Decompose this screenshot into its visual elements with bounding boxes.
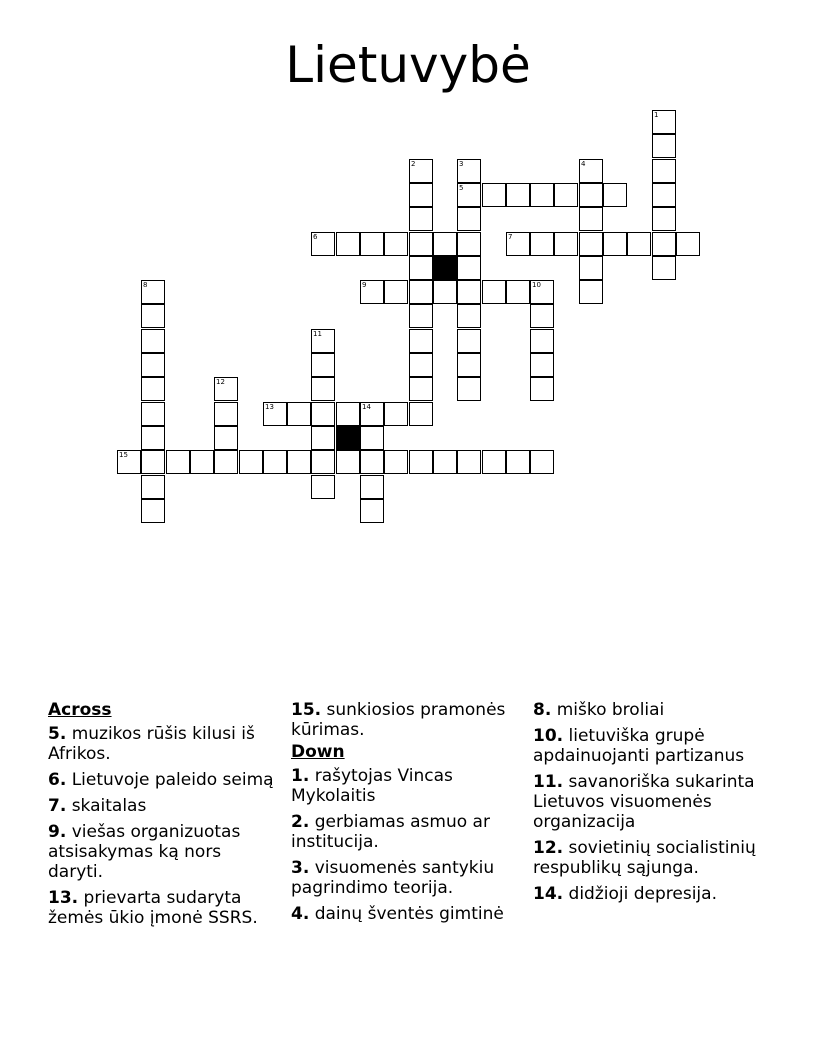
clue-text: didžioji depresija.: [563, 884, 717, 904]
clue-item: [291, 766, 523, 806]
grid-cell[interactable]: [433, 450, 457, 474]
grid-cell[interactable]: [360, 475, 384, 499]
clue-number: 6: [313, 233, 318, 241]
grid-cell[interactable]: [457, 232, 481, 256]
clue-item: [291, 812, 523, 852]
clue-number: 13: [265, 403, 274, 411]
clue-item: [48, 770, 280, 790]
clue-item: [48, 822, 280, 882]
grid-cell[interactable]: [409, 183, 433, 207]
clue-number: 15: [119, 451, 128, 459]
grid-cell[interactable]: [336, 402, 360, 426]
clue-text: sunkiosios pramonės kūrimas.: [291, 700, 506, 740]
clue-number: 9: [362, 281, 367, 289]
clue-text: dainų šventės gimtinė: [309, 904, 504, 924]
grid-cell[interactable]: [457, 207, 481, 231]
grid-cell[interactable]: [579, 232, 603, 256]
clue-item: [48, 724, 280, 764]
clue-column-3: [533, 700, 765, 910]
grid-cell[interactable]: [409, 450, 433, 474]
clue-number-label: 2.: [291, 812, 310, 832]
clue-number: 8: [143, 281, 148, 289]
grid-cell[interactable]: [530, 329, 554, 353]
clue-item: [291, 904, 523, 924]
grid-cell[interactable]: [287, 450, 311, 474]
grid-cell[interactable]: [482, 450, 506, 474]
clue-item: [533, 726, 765, 766]
grid-cell[interactable]: [409, 304, 433, 328]
grid-cell[interactable]: [409, 256, 433, 280]
grid-cell[interactable]: [433, 280, 457, 304]
clue-number-label: 15.: [291, 700, 322, 720]
grid-cell[interactable]: [530, 304, 554, 328]
clue-text: lietuviška grupė apdainuojanti partizanus: [533, 726, 745, 766]
clue-column-1: [48, 700, 280, 934]
clue-item: [48, 796, 280, 816]
grid-cell[interactable]: [603, 183, 627, 207]
clue-number-label: 9.: [48, 822, 67, 842]
puzzle-title: Lietuvybė: [285, 36, 531, 94]
grid-cell[interactable]: [530, 280, 554, 304]
grid-cell[interactable]: [554, 232, 578, 256]
clue-item: [533, 772, 765, 832]
grid-cell[interactable]: [360, 499, 384, 523]
clue-text: rašytojas Vincas Mykolaitis: [291, 766, 453, 806]
clue-column-2: [291, 700, 523, 930]
grid-cell[interactable]: [141, 280, 165, 304]
grid-cell[interactable]: [530, 377, 554, 401]
grid-cell[interactable]: [457, 377, 481, 401]
grid-cell[interactable]: [506, 280, 530, 304]
grid-cell[interactable]: [141, 402, 165, 426]
grid-cell[interactable]: [482, 183, 506, 207]
grid-cell[interactable]: [263, 402, 287, 426]
clue-number: 5: [459, 184, 464, 192]
black-cell: [433, 256, 457, 280]
clue-text: viešas organizuotas atsisakymas ką nors daryti.: [48, 822, 241, 882]
grid-cell[interactable]: [360, 402, 384, 426]
grid-cell[interactable]: [214, 426, 238, 450]
grid-cell[interactable]: [311, 450, 335, 474]
grid-cell[interactable]: [409, 207, 433, 231]
grid-cell[interactable]: [652, 110, 676, 134]
grid-cell[interactable]: [409, 377, 433, 401]
grid-cell[interactable]: [311, 475, 335, 499]
across-heading: Across: [48, 700, 112, 720]
grid-cell[interactable]: [141, 426, 165, 450]
grid-cell[interactable]: [384, 232, 408, 256]
clue-number-label: 8.: [533, 700, 552, 720]
grid-cell[interactable]: [506, 450, 530, 474]
clue-number: 2: [411, 160, 416, 168]
clue-number-label: 12.: [533, 838, 564, 858]
clue-number-label: 4.: [291, 904, 310, 924]
clue-number: 12: [216, 378, 225, 386]
grid-cell[interactable]: [409, 232, 433, 256]
grid-cell[interactable]: [409, 159, 433, 183]
grid-cell[interactable]: [457, 256, 481, 280]
grid-cell[interactable]: [579, 159, 603, 183]
grid-cell[interactable]: [603, 232, 627, 256]
grid-cell[interactable]: [190, 450, 214, 474]
clue-number: 1: [654, 111, 659, 119]
clue-text: gerbiamas asmuo ar institucija.: [291, 812, 490, 852]
clue-item: [291, 700, 523, 740]
grid-cell[interactable]: [457, 280, 481, 304]
clue-number-label: 5.: [48, 724, 67, 744]
grid-cell[interactable]: [652, 134, 676, 158]
grid-cell[interactable]: [141, 475, 165, 499]
grid-cell[interactable]: [457, 450, 481, 474]
grid-cell[interactable]: [457, 159, 481, 183]
grid-cell[interactable]: [627, 232, 651, 256]
black-cell: [336, 426, 360, 450]
clue-item: [48, 888, 280, 928]
clue-text: muzikos rūšis kilusi iš Afrikos.: [48, 724, 255, 764]
grid-cell[interactable]: [360, 232, 384, 256]
grid-cell[interactable]: [360, 426, 384, 450]
grid-cell[interactable]: [311, 402, 335, 426]
clue-number-label: 11.: [533, 772, 564, 792]
grid-cell[interactable]: [579, 280, 603, 304]
clue-number-label: 1.: [291, 766, 310, 786]
clue-number-label: 6.: [48, 770, 67, 790]
grid-cell[interactable]: [579, 183, 603, 207]
grid-cell[interactable]: [530, 353, 554, 377]
clue-number-label: 7.: [48, 796, 67, 816]
grid-cell[interactable]: [554, 183, 578, 207]
grid-cell[interactable]: [409, 329, 433, 353]
clue-item: [533, 700, 765, 720]
grid-cell[interactable]: [117, 450, 141, 474]
clue-text: savanoriška sukarinta Lietuvos visuomenės organizacija: [533, 772, 755, 832]
grid-cell[interactable]: [141, 450, 165, 474]
grid-cell[interactable]: [141, 353, 165, 377]
clue-number: 3: [459, 160, 464, 168]
grid-cell[interactable]: [409, 280, 433, 304]
clue-item: [533, 884, 765, 904]
grid-cell[interactable]: [141, 329, 165, 353]
grid-cell[interactable]: [506, 232, 530, 256]
grid-cell[interactable]: [141, 377, 165, 401]
grid-cell[interactable]: [141, 499, 165, 523]
clue-number: 14: [362, 403, 371, 411]
grid-cell[interactable]: [530, 450, 554, 474]
grid-cell[interactable]: [311, 377, 335, 401]
grid-cell[interactable]: [457, 183, 481, 207]
clue-text: Lietuvoje paleido seimą: [66, 770, 274, 790]
down-heading: Down: [291, 742, 345, 762]
clue-item: [291, 858, 523, 898]
clue-text: visuomenės santykiu pagrindimo teorija.: [291, 858, 495, 898]
grid-cell[interactable]: [311, 232, 335, 256]
clue-text: miško broliai: [551, 700, 665, 720]
grid-cell[interactable]: [409, 402, 433, 426]
clue-number-label: 14.: [533, 884, 564, 904]
grid-cell[interactable]: [214, 450, 238, 474]
grid-cell[interactable]: [530, 232, 554, 256]
grid-cell[interactable]: [652, 232, 676, 256]
grid-cell[interactable]: [214, 377, 238, 401]
clue-number: 4: [581, 160, 586, 168]
grid-cell[interactable]: [676, 232, 700, 256]
grid-cell[interactable]: [384, 450, 408, 474]
grid-cell[interactable]: [336, 232, 360, 256]
grid-cell[interactable]: [433, 232, 457, 256]
grid-cell[interactable]: [263, 450, 287, 474]
grid-cell[interactable]: [384, 402, 408, 426]
grid-cell[interactable]: [530, 183, 554, 207]
clue-item: [533, 838, 765, 878]
grid-cell[interactable]: [652, 183, 676, 207]
grid-cell[interactable]: [652, 256, 676, 280]
grid-cell[interactable]: [409, 353, 433, 377]
clue-text: skaitalas: [66, 796, 147, 816]
grid-cell[interactable]: [311, 329, 335, 353]
clue-text: prievarta sudaryta žemės ūkio įmonė SSRS.: [48, 888, 258, 928]
clue-text: sovietinių socialistinių respublikų sąjunga.: [533, 838, 756, 878]
grid-cell[interactable]: [287, 402, 311, 426]
grid-cell[interactable]: [311, 353, 335, 377]
grid-cell[interactable]: [360, 450, 384, 474]
grid-cell[interactable]: [311, 426, 335, 450]
grid-cell[interactable]: [506, 183, 530, 207]
clue-number: 10: [532, 281, 541, 289]
clue-number-label: 3.: [291, 858, 310, 878]
grid-cell[interactable]: [214, 402, 238, 426]
grid-cell[interactable]: [457, 353, 481, 377]
grid-cell[interactable]: [457, 304, 481, 328]
grid-cell[interactable]: [579, 256, 603, 280]
grid-cell[interactable]: [579, 207, 603, 231]
grid-cell[interactable]: [141, 304, 165, 328]
clue-number: 11: [313, 330, 322, 338]
clue-number: 7: [508, 233, 513, 241]
grid-cell[interactable]: [239, 450, 263, 474]
grid-cell[interactable]: [166, 450, 190, 474]
clue-number-label: 13.: [48, 888, 79, 908]
clue-number-label: 10.: [533, 726, 564, 746]
grid-cell[interactable]: [652, 159, 676, 183]
grid-cell[interactable]: [652, 207, 676, 231]
grid-cell[interactable]: [457, 329, 481, 353]
grid-cell[interactable]: [360, 280, 384, 304]
grid-cell[interactable]: [482, 280, 506, 304]
grid-cell[interactable]: [384, 280, 408, 304]
grid-cell[interactable]: [336, 450, 360, 474]
